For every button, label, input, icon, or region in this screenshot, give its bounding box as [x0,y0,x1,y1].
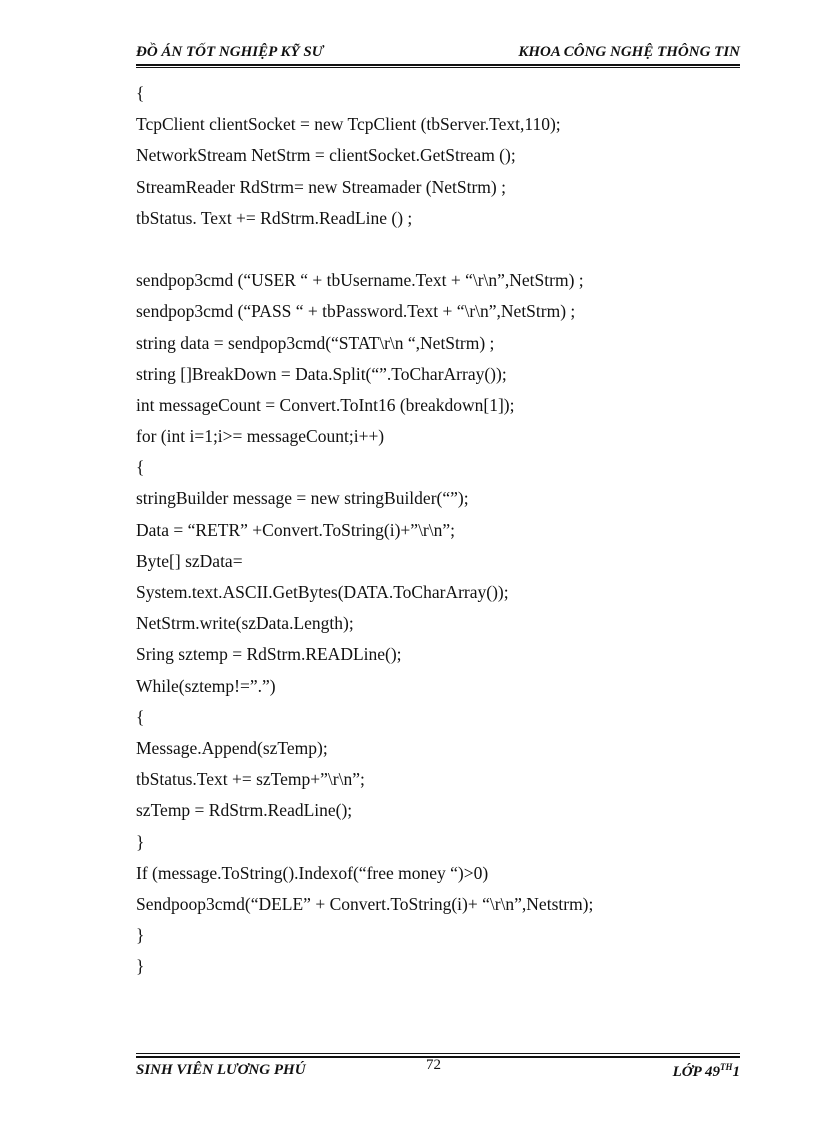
code-line: int messageCount = Convert.ToInt16 (breakdown[1]); [136,394,515,415]
code-line: Message.Append(szTemp); [136,737,328,758]
page-number: 72 [426,1057,441,1073]
code-line: Byte[] szData= [136,550,243,571]
code-listing [136,78,746,982]
header-thesis-title: ĐỒ ÁN TỐT NGHIỆP KỸ SƯ [136,44,324,60]
code-line: stringBuilder message = new stringBuilder(“”); [136,488,469,509]
code-line: } [136,925,145,946]
code-line: string []BreakDown = Data.Split(“”.ToCharArray()); [136,363,507,384]
footer-class-prefix: LỚP 49 [672,1064,720,1080]
page-header [136,44,740,66]
code-line: TcpClient clientSocket = new TcpClient (tbServer.Text,110); [136,114,561,135]
code-line: { [136,457,145,478]
footer-class [673,1062,740,1081]
code-line: } [136,831,145,852]
page-footer [136,1057,740,1082]
footer-class-suffix: 1 [732,1064,740,1080]
code-line: { [136,706,145,727]
code-line: for (int i=1;i>= messageCount;i++) [136,426,385,447]
blank-line [136,234,746,265]
code-line: string data = sendpop3cmd(“STAT\r\n “,NetStrm) ; [136,332,495,353]
header-divider [136,64,740,66]
code-line: NetworkStream NetStrm = clientSocket.GetStream (); [136,145,516,166]
code-line: { [136,83,145,103]
code-line: tbStatus.Text += szTemp+”\r\n”; [136,769,365,790]
header-divider-thin [136,67,740,68]
code-line: NetStrm.write(szData.Length); [136,613,354,634]
header-faculty: KHOA CÔNG NGHỆ THÔNG TIN [518,44,740,60]
footer-class-sup: TH [720,1062,733,1072]
code-line: If (message.ToString().Indexof(“free money “)>0) [136,862,489,883]
code-line: sendpop3cmd (“PASS “ + tbPassword.Text + “\r\n”,NetStrm) ; [136,301,576,322]
code-line: While(sztemp!=”.”) [136,675,276,696]
code-line: Sring sztemp = RdStrm.READLine(); [136,644,402,665]
code-line: System.text.ASCII.GetBytes(DATA.ToCharArray()); [136,582,509,602]
footer-student-name: SINH VIÊN LƯƠNG PHÚ [136,1062,306,1078]
code-line: StreamReader RdStrm= new Streamader (NetStrm) ; [136,176,506,197]
code-line: szTemp = RdStrm.ReadLine(); [136,800,353,821]
footer-divider-thin [136,1053,740,1054]
code-line: sendpop3cmd (“USER “ + tbUsername.Text + “\r\n”,NetStrm) ; [136,270,584,291]
code-line: Sendpoop3cmd(“DELE” + Convert.ToString(i)+ “\r\n”,Netstrm); [136,893,594,914]
code-line: tbStatus. Text += RdStrm.ReadLine () ; [136,207,413,228]
code-line: Data = “RETR” +Convert.ToString(i)+”\r\n”; [136,519,455,540]
code-line: } [136,956,145,977]
